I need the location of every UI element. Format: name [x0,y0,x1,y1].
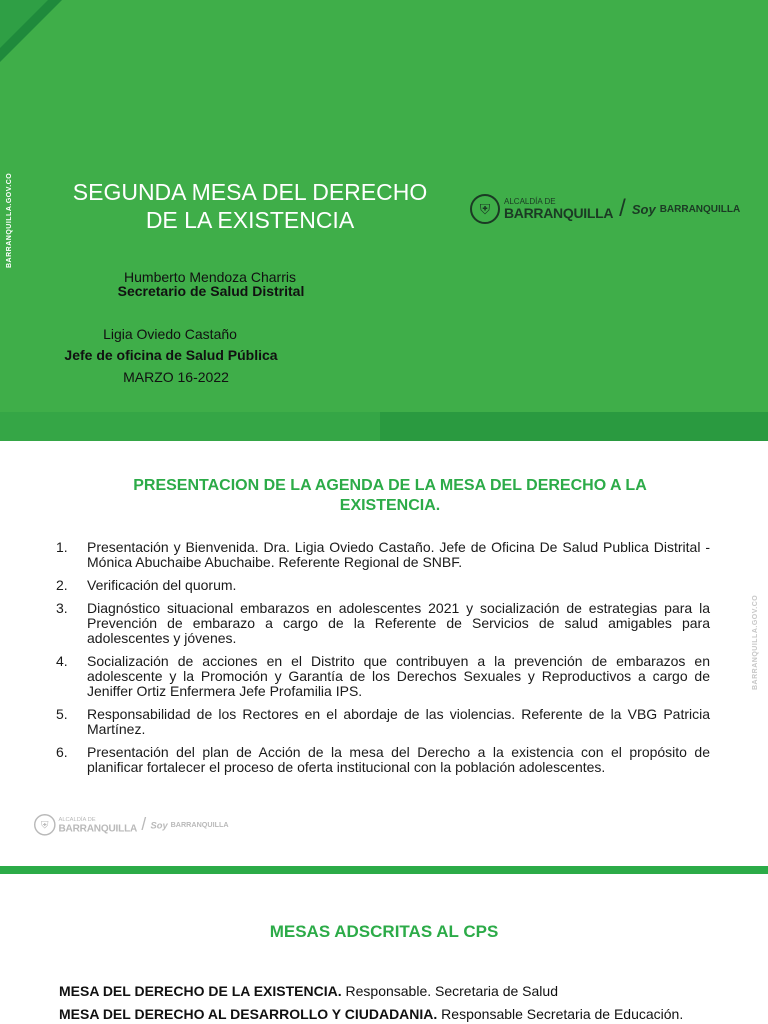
mesa-item [59,1006,683,1022]
agenda-item-number: 2. [56,577,68,593]
agenda-item-text: Presentación del plan de Acción de la mesa del Derecho a la existencia con el propósito de planificar fortalecer el proceso de oferta institucional con la población adolescentes. [87,744,710,775]
presenter1-role: Secretario de Salud Distrital [117,283,305,299]
agenda-list [56,540,710,783]
mesa-detail: Responsable. Secretaria de Salud [341,983,558,999]
alcaldia-wordmark [58,817,137,833]
presenter2-role: Jefe de oficina de Salud Pública [64,347,278,363]
agenda-item-text: Diagnóstico situacional embarazos en adolescentes 2021 y socialización de estrategias para la Prevención de embarazo a cargo de la Referente de Servicios de salud amigables para adolescentes y jóvenes. [87,600,710,646]
city-seal-icon: ⛨ [34,814,56,836]
agenda-item-number: 3. [56,600,68,616]
agenda-item-text: Socialización de acciones en el Distrito que contribuyen a la prevención de embarazos en adolescente y la Promoción y Garantía de los Derechos Sexuales y Reproductivos a cargo de Jeniffer Ortiz Enfermera Jefe Profamilia IPS. [87,653,710,699]
alcaldia-logo [470,194,740,224]
agenda-item-number: 5. [56,706,68,722]
agenda-item [56,707,710,737]
agenda-item [56,540,710,570]
logo-alcaldia-big: BARRANQUILLA [58,821,138,834]
slide-title-line2: DE LA EXISTENCIA [145,207,355,233]
agenda-heading-line1: PRESENTACION DE LA AGENDA DE LA MESA DEL DERECHO A LA [133,477,647,494]
agenda-item-number: 1. [56,539,68,555]
agenda-item-number: 6. [56,744,68,760]
agenda-heading [60,476,720,516]
agenda-slide [0,448,768,866]
logo-slash: / [141,814,147,835]
mesas-slide [0,874,768,1024]
alcaldia-logo-faded [34,814,229,836]
agenda-item-number: 4. [56,653,68,669]
mesa-name: MESA DEL DERECHO AL DESARROLLO Y CIUDADANIA. [59,1006,438,1022]
agenda-item-text: Responsabilidad de los Rectores en el abordaje de las violencias. Referente de la VBG Patricia Martínez. [87,706,710,737]
logo-alcaldia-big: BARRANQUILLA [504,205,614,221]
logo-slash: / [619,195,626,222]
city-seal-icon: ⛨ [470,194,500,224]
presenter2-name: Ligia Oviedo Castaño [103,326,237,342]
logo-soy: Soy [631,201,656,217]
logo-soy-city: BARRANQUILLA [170,820,229,829]
mesas-heading: MESAS ADSCRITAS AL CPS [269,922,499,941]
agenda-item [56,601,710,646]
presenter1-name: Humberto Mendoza Charris [124,269,296,285]
agenda-item-text: Presentación y Bienvenida. Dra. Ligia Oviedo Castaño. Jefe de Oficina De Salud Publica Distrital -Mónica Abuchaibe Abuchaibe. Referente Regional de SNBF. [87,539,710,570]
slide-title [40,178,460,234]
logo-soy: Soy [150,819,168,831]
bottom-band-dark [380,412,768,441]
mesa-name: MESA DEL DERECHO DE LA EXISTENCIA. [59,983,342,999]
title-slide [0,0,768,441]
side-url: BARRANQUILLA.GOV.CO [752,594,759,690]
mesa-item [59,983,558,999]
agenda-item-text: Verificación del quorum. [87,577,237,593]
side-url: BARRANQUILLA.GOV.CO [6,172,13,268]
slide-title-line1: SEGUNDA MESA DEL DERECHO [72,179,428,205]
alcaldia-wordmark [504,198,613,220]
slide-divider [0,866,768,874]
agenda-item [56,745,710,775]
agenda-item [56,578,710,593]
logo-soy-city: BARRANQUILLA [659,203,741,215]
logo-alcaldia-small: ALCALDÍA DE [58,816,96,823]
agenda-heading-line2: EXISTENCIA. [339,497,441,514]
agenda-item [56,654,710,699]
presentation-date: MARZO 16-2022 [123,369,229,385]
logo-alcaldia-small: ALCALDÍA DE [504,197,556,206]
mesa-detail: Responsable Secretaria de Educación. [437,1006,684,1022]
corner-decoration-light [0,0,48,48]
